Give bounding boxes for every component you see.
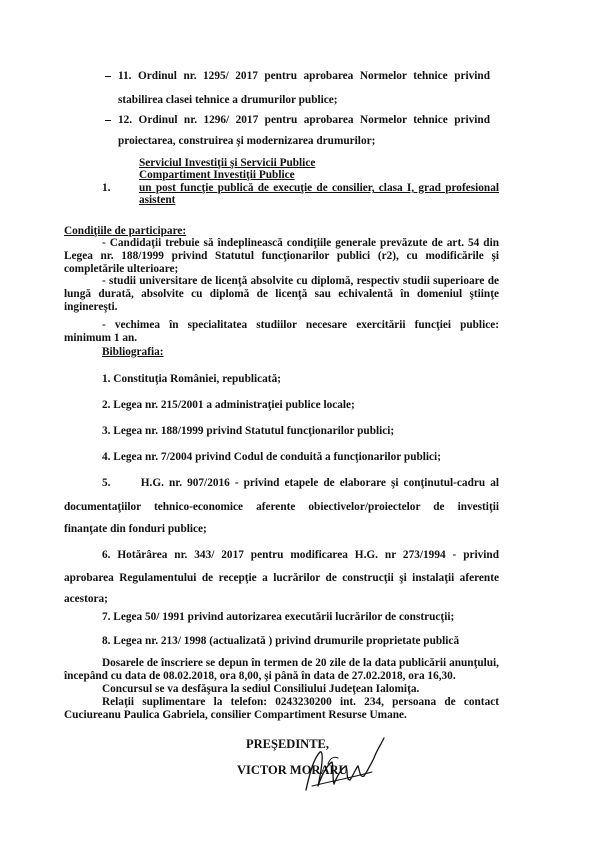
bibliography-item-5-line1: 5. H.G. nr. 907/2016 - privind etapele de elaborare şi conţinutul-cadru al	[102, 477, 499, 489]
bibliography-item-6-line2: aprobarea Regulamentului de recepţie a lucrărilor de construcţii şi instalaţii aferente	[64, 572, 499, 584]
post-line2: asistent	[139, 194, 176, 206]
bibliography-item-8: 8. Legea nr. 213/ 1998 (actualizată ) privind drumurile proprietate publică	[102, 635, 460, 647]
compartment-heading: Compartiment Investiţii Publice	[139, 169, 295, 181]
list-item-12-line1: 12. Ordinul nr. 1296/ 2017 pentru aprobarea Normelor tehnice privind	[118, 114, 490, 126]
bibliography-item-1: 1. Constituţia României, republicată;	[102, 373, 281, 385]
list-item-11-line1: 11. Ordinul nr. 1295/ 2017 pentru aprobarea Normelor tehnice privind	[118, 70, 490, 82]
conditions-p1-line1: - Candidaţii trebuie să îndeplinească condiţiile generale prevăzute de art. 54 din	[102, 237, 499, 249]
handwritten-signature	[298, 728, 398, 796]
conditions-heading: Condiţiile de participare:	[64, 225, 187, 237]
dossier-line2: începând cu data de 08.02.2018, ora 8,00, şi până în data de 27.02.2018, ora 16,30.	[64, 670, 456, 682]
bibliography-item-3: 3. Legea nr. 188/1999 privind Statutul funcţionarilor publici;	[102, 425, 395, 437]
conditions-p3-line2: minimum 1 an.	[64, 332, 138, 344]
signature-name: VICTOR MORARU	[237, 763, 348, 777]
bibliography-item-6-line3: acestora;	[64, 593, 108, 605]
service-heading: Serviciul Investiţii şi Servicii Publice	[139, 157, 316, 169]
conditions-p2-line3: inginereşti.	[64, 301, 118, 313]
contact-line2: Cuciureanu Paulica Gabriela, consilier Compartiment Resurse Umane.	[64, 709, 407, 721]
bibliography-item-2: 2. Legea nr. 215/2001 a administraţiei publice locale;	[102, 399, 355, 411]
signature-title: PREŞEDINTE,	[246, 737, 330, 751]
list-bullet-dash	[105, 76, 111, 77]
conditions-p3-line1: - vechimea în specialitatea studiilor necesare exercitării funcţiei publice:	[102, 319, 499, 331]
bibliography-item-5-line2: documentaţiilor tehnico-economice aferente obiectivelor/proiectelor de investiţii	[64, 501, 499, 513]
bibliography-heading: Bibliografia:	[102, 346, 164, 358]
conditions-p2-line2: lungă durată, absolvite cu diplomă de licenţă sau echivalentă în domeniul ştiinţe	[64, 288, 499, 300]
dossier-line1: Dosarele de înscriere se depun în termen de 20 zile de la data publicării anunţului,	[102, 657, 499, 669]
bibliography-item-4: 4. Legea nr. 7/2004 privind Codul de conduită a funcţionarilor publici;	[102, 451, 441, 463]
list-bullet-dash	[105, 120, 111, 121]
post-number: 1.	[102, 182, 111, 194]
conditions-p2-line1: - studii universitare de licenţă absolvite cu diplomă, respectiv studii superioare de	[102, 275, 499, 287]
bibliography-item-7: 7. Legea 50/ 1991 privind autorizarea executării lucrărilor de construcţii;	[102, 611, 455, 623]
list-item-12-line2: proiectarea, construirea şi modernizarea drumurilor;	[118, 135, 376, 147]
conditions-p1-line2: Legea nr. 188/1999 privind Statutul funcţionarilor publici (r2), cu modificările şi	[64, 250, 499, 262]
bibliography-item-6-line1: 6. Hotărârea nr. 343/ 2017 pentru modificarea H.G. nr 273/1994 - privind	[102, 549, 499, 561]
conditions-p1-line3: completările ulterioare;	[64, 263, 179, 275]
venue-line: Concursul se va desfăşura la sediul Consiliului Judeţean Ialomiţa.	[102, 683, 420, 695]
post-line1: un post funcţie publică de execuţie de consilier, clasa I, grad profesional	[139, 182, 499, 194]
bibliography-item-5-line3: finanţate din fonduri publice;	[64, 523, 207, 535]
list-item-11-line2: stabilirea clasei tehnice a drumurilor publice;	[118, 94, 338, 106]
contact-line1: Relaţii suplimentare la telefon: 0243230200 int. 234, persoana de contact	[102, 696, 499, 708]
